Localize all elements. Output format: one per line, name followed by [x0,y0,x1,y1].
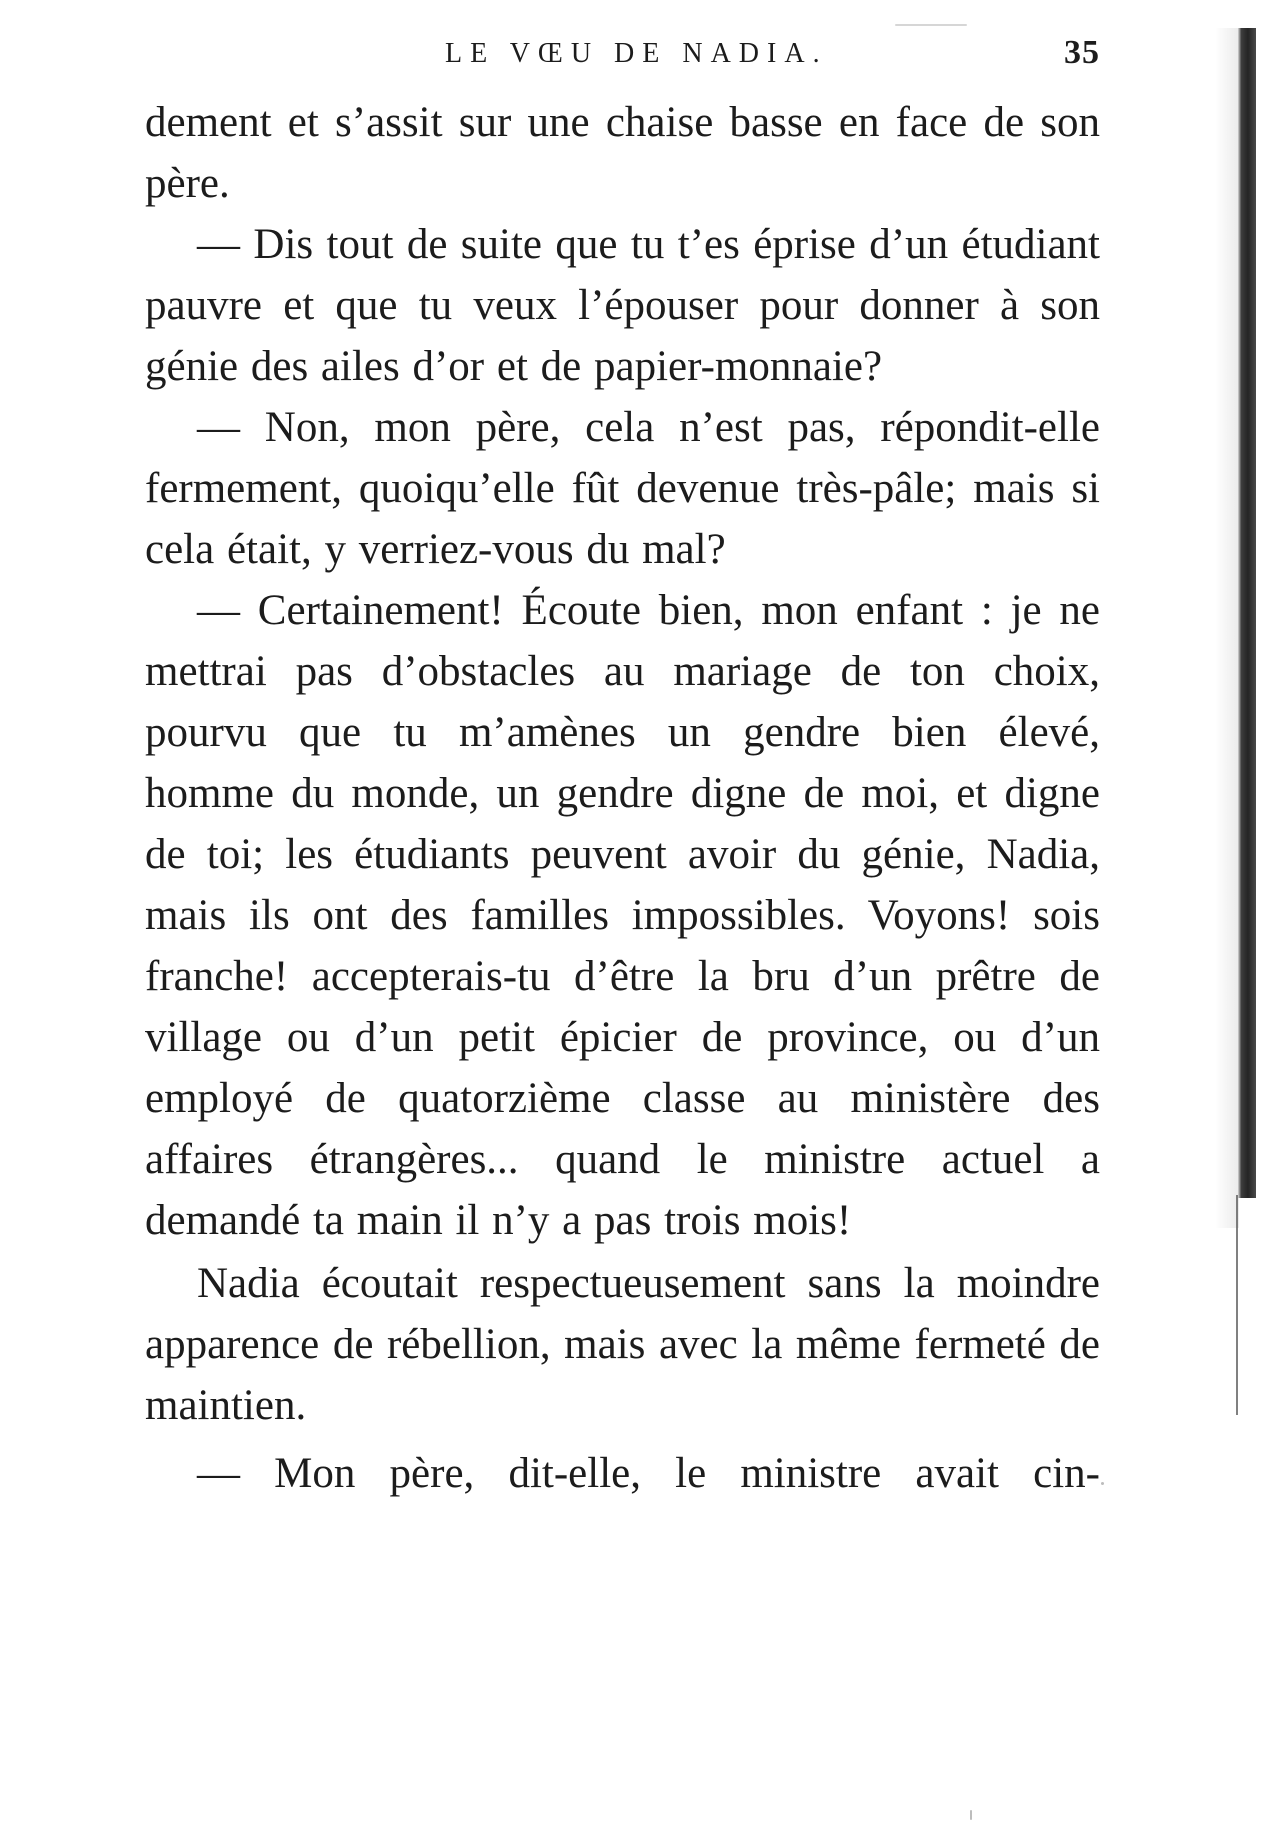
paragraph: — Non, mon père, cela n’est pas, répondit-elle fermement, quoiqu’elle fût devenue très-pâle; mais si cela était, y verriez-vous du mal? [145,404,1100,573]
book-spine-edge [1238,28,1256,1198]
paragraph: Nadia écoutait respectueusement sans la moindre apparence de rébellion, mais avec la même fermeté de maintien. [145,1260,1100,1429]
page-header [145,34,1100,82]
paragraph: — Mon père, dit-elle, le ministre avait cin- [197,1450,1100,1497]
paper-speck [1101,1482,1104,1485]
paragraph: dement et s’assit sur une chaise basse en face de son père. [145,99,1100,207]
body-text [145,92,1100,1504]
page-number: 35 [1064,34,1100,71]
paragraph: — Certainement! Écoute bien, mon enfant : je ne mettrai pas d’obstacles au mariage de ton choix, pourvu que tu m’amènes un gendre bien élevé, homme du monde, un gendre digne de moi, et digne de toi; les étudiants peuvent avoir du génie, Nadia, mais ils ont des familles impossibles. Voyons! sois franche! accepterais-tu d’être la bru d’un prêtre de village ou d’un petit épicier de province, ou d’un employé de quatorzième classe au ministère des affaires étrangères... quand le ministre actuel a demandé ta main il n’y a pas trois mois! [145,587,1100,1244]
paper-mark [895,24,967,26]
paper-speck [970,1810,972,1820]
page-edge-line [1236,1195,1238,1415]
page-gutter-shadow [1215,28,1239,1228]
running-head: LE VŒU DE NADIA. [445,38,828,69]
paragraph: — Dis tout de suite que tu t’es éprise d’un étudiant pauvre et que tu veux l’épouser pour donner à son génie des ailes d’or et de papier-monnaie? [145,221,1100,390]
